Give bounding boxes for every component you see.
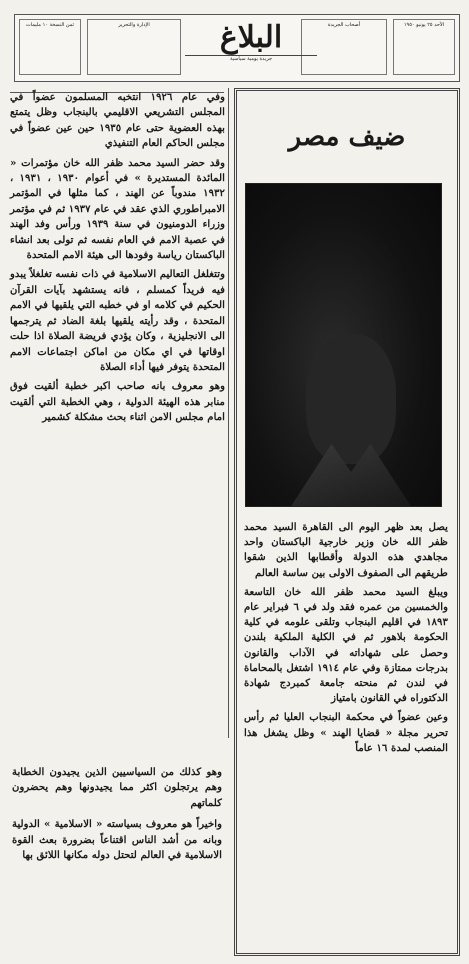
- article-paragraph: وتتغلغل التعاليم الاسلامية في ذات نفسه تغلغلاً يبدو فيه فريداً كمسلم ، فانه يستشهد بآيات القرآن الحكيم في كلامه او في خطبه التي يلقيها في الامم المتحدة ، وقد رأيته يلقيها بلغة الضاد ثم يترجمها الى الانجليزية ، وكان يؤدي فريضة الصلاة اذا حلت اوقاتها في اي مكان من اماكن اجتماعات الامم المتحدة يتوفر فيها أداء الصلاة: [10, 268, 225, 373]
- feature-paragraph: وعين عضواً في محكمة البنجاب العليا ثم رأس تحرير مجلة « قضايا الهند » وظل يشغل هذا المنصب لمدة ١٦ عاماً: [244, 711, 448, 754]
- masthead-logo: [185, 21, 317, 73]
- feature-headline: ضيف مصر: [288, 122, 406, 152]
- article-continuation: [12, 765, 222, 869]
- masthead-date-box: الأحد ٢٥ يونيو ١٩٥٠: [393, 19, 455, 75]
- feature-paragraph: يصل بعد ظهر اليوم الى القاهرة السيد محمد ظفر الله خان وزير خارجية الباكستان واحد مجاهدي هذه الدولة وأقطابها الذين شقوا طريقهم الى الصفوف الاولى بين ساسة العالم: [244, 521, 448, 579]
- article-paragraph: وفي عام ١٩٢٦ انتخبه المسلمون عضواً في المجلس التشريعي الاقليمي بالبنجاب وظل يتمتع بهذه العضوية حتى عام ١٩٣٥ حين عين عضواً في مجلس الحاكم العام التنفيذي: [10, 91, 226, 150]
- feature-paragraph: ويبلغ السيد محمد ظفر الله خان التاسعة والخمسين من عمره فقد ولد في ٦ فبراير عام ١٨٩٣ في اقليم البنجاب وتلقى علومه في كلية الحكومة بلاهور ثم في الكلية الملكية بلندن وحصل على شهاداته في الآداب والقانون بدرجات ممتازة وفي عام ١٩١٤ اشتغل بالمحاماة في لندن ثم منحته جامعة كمبردج شهادة الدكتوراه في القانون بامتياز: [244, 585, 448, 705]
- article-paragraph: وهو معروف بانه صاحب اكبر خطبة ألقيت فوق منابر هذه الهيئة الدولية ، وهي الخطبة التي ألقيت امام مجلس الامن اثناء بحث مشكلة كشمير: [10, 380, 225, 424]
- masthead-price-box: ثمن النسخة ١٠ مليمات: [19, 19, 81, 75]
- portrait-photo: [245, 183, 442, 507]
- newspaper-name: البلاغ: [219, 20, 283, 55]
- article-paragraph: وقد حضر السيد محمد ظفر الله خان مؤتمرات « المائدة المستديرة » في أعوام ١٩٣٠ ، ١٩٣١ ، ١٩٣٢ مندوباً عن الهند ، كما مثلها في المؤتمر الامبراطوري الذي عقد في عام ١٩٣٧ ثم في مؤتمر وزراء الدومنيون في سنة ١٩٣٩ ورأس وفد الهند في عصبة الامم في العام نفسه ثم تولى بعد انشاء الباكستان رياسة وفودها الى هيئة الامم المتحدة: [10, 156, 226, 262]
- newspaper-subtitle: جريدة يومية سياسية: [185, 55, 317, 63]
- feature-body: [244, 520, 448, 760]
- masthead-owners-box: أصحاب الجريدة: [301, 19, 387, 75]
- article-paragraph: واخيراً هو معروف بسياسته « الاسلامية » الدولية وبانه من أشد الناس اقتناعاً بضرورة بعث القوة الاسلامية في العالم لتحتل دوله مكانها اللائق بها: [12, 818, 222, 862]
- masthead: [14, 14, 460, 82]
- column-divider: [228, 88, 229, 738]
- main-article-column: [10, 90, 225, 740]
- portrait-head: [306, 334, 396, 464]
- masthead-editorial-box: الإدارة والتحرير: [87, 19, 181, 75]
- article-paragraph: وهو كذلك من السياسيين الذين يجيدون الخطابة وهم يرتجلون اكثر مما يجيدونها وهم يحضرون كلماتهم: [12, 766, 222, 809]
